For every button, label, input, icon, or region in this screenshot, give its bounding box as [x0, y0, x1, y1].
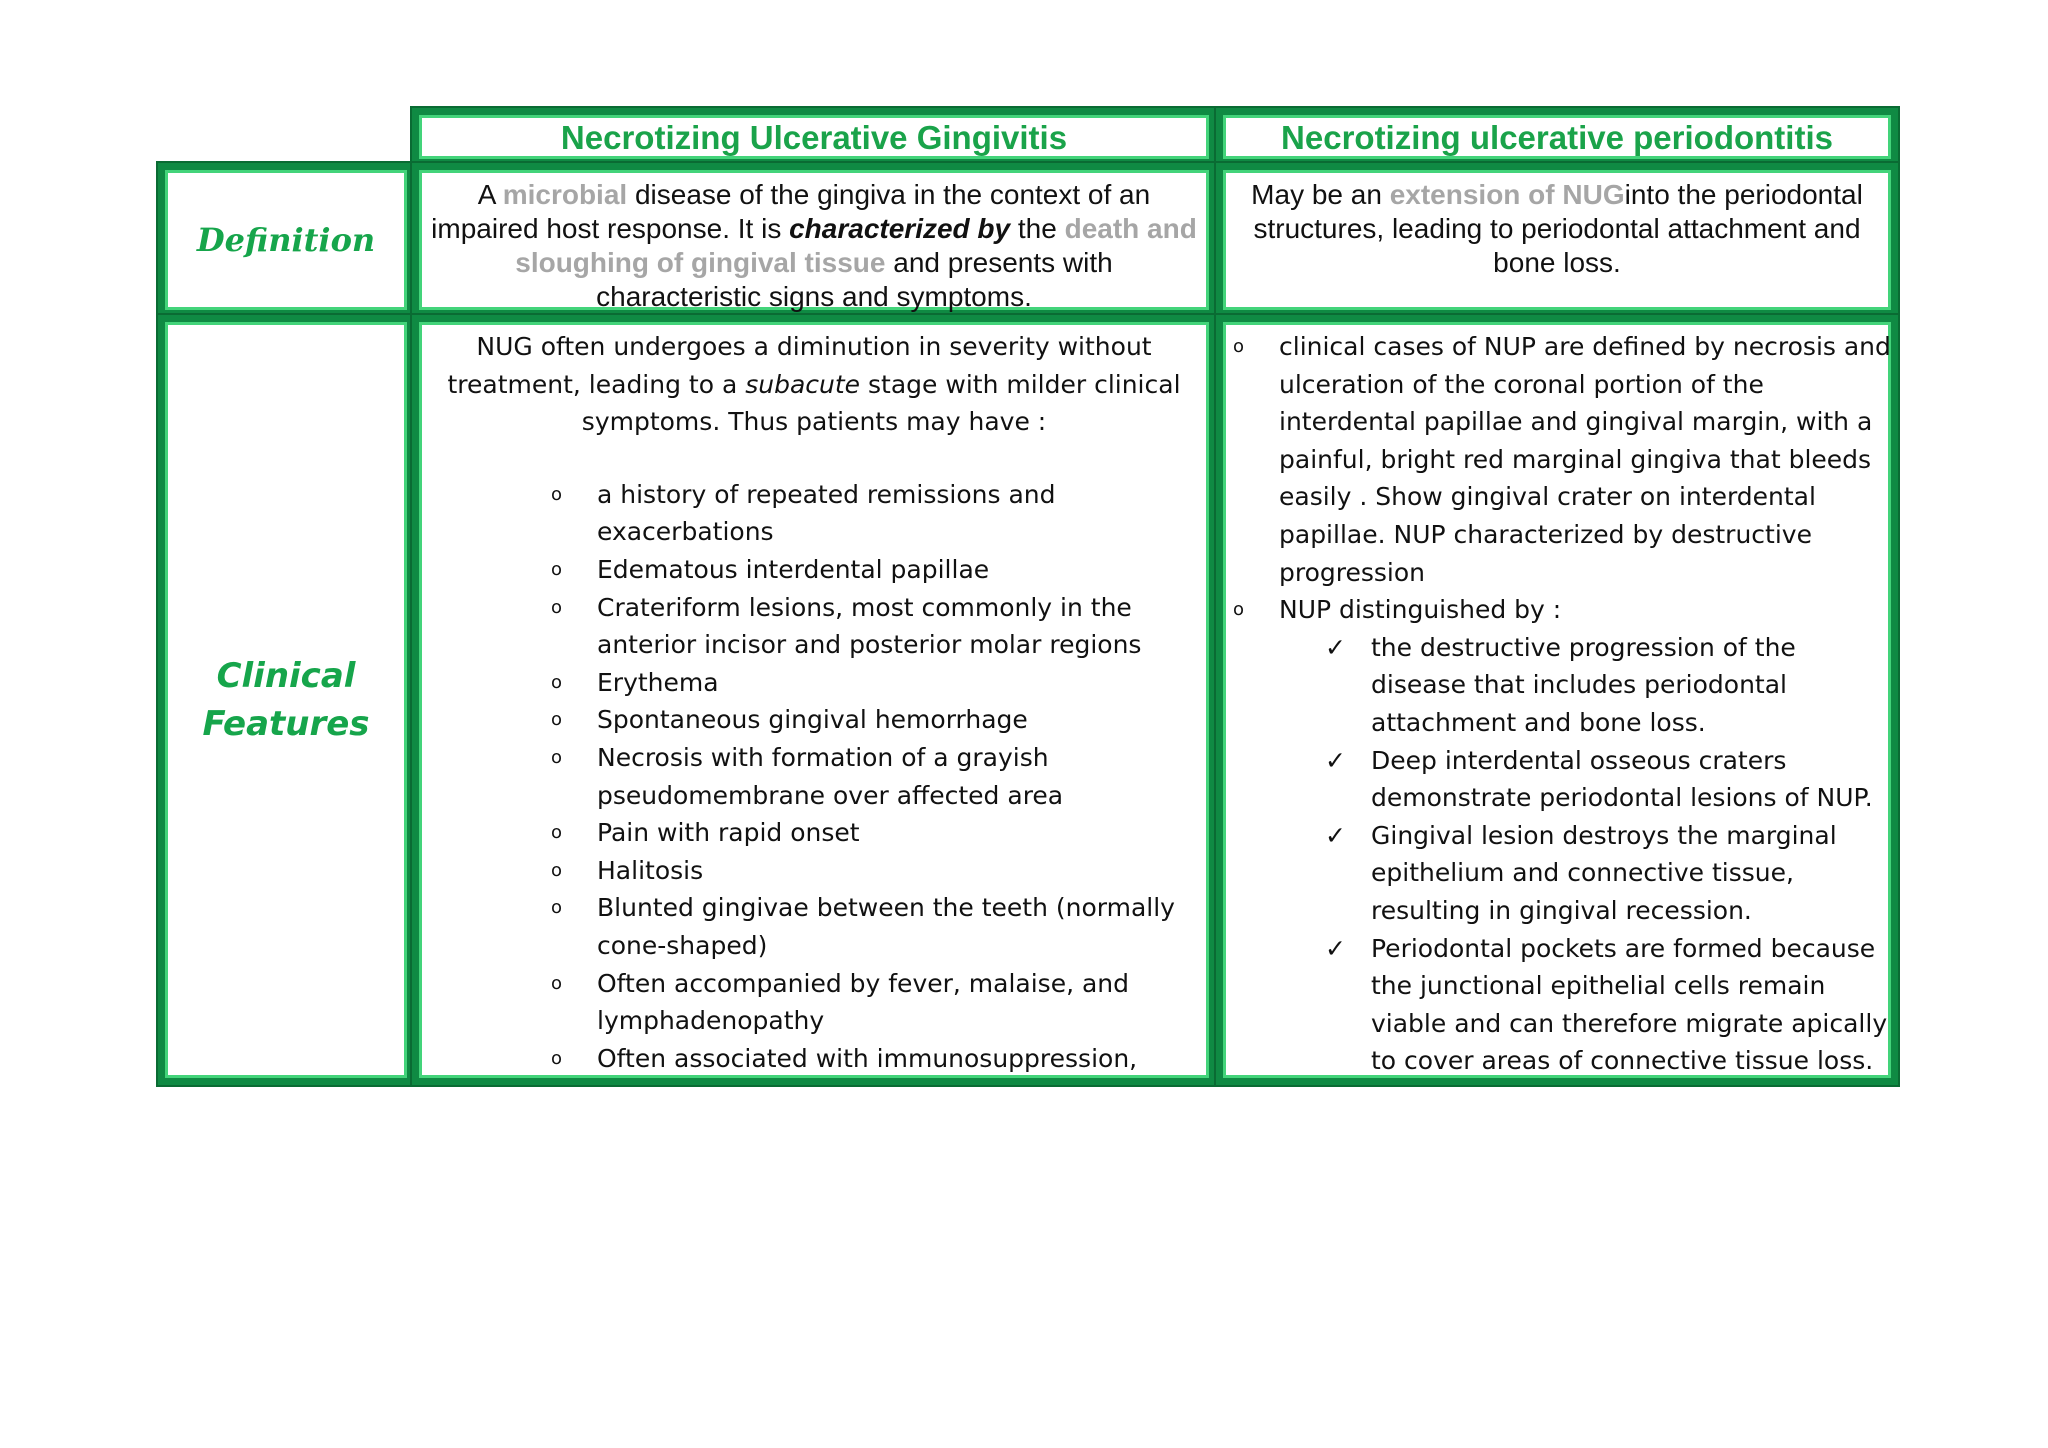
list-item [1325, 742, 1891, 817]
list-item [551, 739, 1209, 814]
nug-def-text: and presents with characteristic signs and symptoms. [596, 247, 1113, 312]
header-nug-text: Necrotizing Ulcerative Gingivitis [560, 118, 1068, 156]
list-item [551, 852, 1209, 890]
nup-distinguishing-list [1223, 629, 1891, 1080]
circle-bullet-icon: o [551, 859, 563, 881]
list-item [551, 589, 1209, 664]
nug-def-microbial: microbial [502, 179, 628, 210]
list-item [551, 1040, 1209, 1078]
checkmark-icon: ✓ [1325, 820, 1346, 850]
nug-def-death: death and sloughing of gingival tissue [515, 213, 1197, 278]
nug-def-characterized: characterized by [789, 213, 1011, 244]
list-item-text: Halitosis [597, 855, 704, 885]
list-item [551, 476, 1209, 551]
list-item-text: Erythema [597, 667, 719, 697]
circle-bullet-icon: o [1233, 336, 1245, 357]
nup-def-text: May be an [1251, 179, 1390, 210]
list-item [551, 814, 1209, 852]
nug-intro-text: NUG often undergoes a diminution in severity without treatment, leading to a [447, 332, 1152, 399]
definition-label: Definition [196, 221, 376, 259]
list-item-text: clinical cases of NUP are defined by necrosis and ulceration of the coronal portion of the interdental papillae and gingival margin, with a painful, bright red marginal gingiva that bleeds easily . Show gingival crater on interdental papillae. NUP characterized by destructive progression [1279, 332, 1891, 587]
nug-def-text: A [477, 179, 503, 210]
nug-definition-cell [412, 163, 1216, 317]
row-label-clinical-features [158, 315, 414, 1085]
list-item [551, 701, 1209, 739]
list-item-text: Deep interdental osseous craters demonstrate periodontal lesions of NUP. [1371, 745, 1873, 813]
list-item-text: a history of repeated remissions and exacerbations [597, 479, 1056, 547]
list-item-text: Edematous interdental papillae [597, 554, 990, 584]
nug-clinical-intro [419, 322, 1209, 441]
circle-bullet-icon: o [551, 483, 563, 505]
clinical-label-line2: Features [202, 704, 370, 744]
checkmark-icon: ✓ [1325, 632, 1346, 662]
nug-intro-subacute: subacute [745, 369, 861, 399]
header-nug [412, 108, 1216, 166]
circle-bullet-icon: o [551, 897, 563, 919]
list-item-text: Periodontal pockets are formed because the junctional epithelial cells remain viable and can therefore migrate apically to cover areas of connective tissue loss. [1371, 933, 1888, 1076]
list-item-text: Blunted gingivae between the teeth (normally cone-shaped) [597, 893, 1175, 960]
list-item [1325, 930, 1891, 1080]
list-item-text: Often associated with immunosuppression, [597, 1043, 1138, 1073]
nug-def-text: the [1010, 213, 1065, 244]
circle-bullet-icon: o [551, 709, 563, 731]
list-item-text: Pain with rapid onset [597, 818, 860, 848]
list-item [1233, 591, 1891, 629]
nug-symptom-list [419, 476, 1209, 1078]
row-label-definition [158, 163, 414, 317]
nug-intro-text: stage with milder clinical symptoms. Thus patients may have : [581, 369, 1181, 437]
circle-bullet-icon: o [551, 972, 563, 994]
list-item-text: Gingival lesion destroys the marginal epithelium and connective tissue, resulting in gingival recession. [1371, 820, 1837, 925]
checkmark-icon: ✓ [1325, 745, 1346, 775]
list-item-text: Crateriform lesions, most commonly in the anterior incisor and posterior molar regions [597, 592, 1142, 660]
list-item [1325, 629, 1891, 742]
nup-def-text: into the periodontal structures, leading to periodontal attachment and bone loss. [1253, 179, 1863, 278]
list-item-text: Often accompanied by fever, malaise, and lymphadenopathy [597, 968, 1130, 1036]
list-item-text: NUP distinguished by : [1279, 595, 1562, 625]
circle-bullet-icon: o [551, 558, 563, 580]
header-nup [1216, 108, 1898, 166]
header-nup-text: Necrotizing ulcerative periodontitis [1281, 118, 1833, 156]
circle-bullet-icon: o [551, 596, 563, 618]
nup-definition-cell [1216, 163, 1898, 317]
nug-clinical-cell [412, 315, 1216, 1085]
circle-bullet-icon: o [551, 671, 563, 693]
list-item [551, 551, 1209, 589]
list-item [551, 889, 1209, 964]
list-item [1233, 328, 1891, 591]
nup-clinical-cell [1216, 315, 1898, 1085]
list-item [551, 664, 1209, 702]
list-item-text: Necrosis with formation of a grayish pseudomembrane over affected area [597, 742, 1064, 810]
nup-feature-list [1223, 328, 1891, 629]
checkmark-icon: ✓ [1325, 933, 1346, 963]
list-item-text: the destructive progression of the disease that includes periodontal attachment and bone loss. [1371, 632, 1796, 737]
list-item [1325, 817, 1891, 930]
circle-bullet-icon: o [551, 822, 563, 844]
clinical-label-line1: Clinical [216, 656, 356, 696]
circle-bullet-icon: o [1233, 599, 1245, 621]
circle-bullet-icon: o [551, 1047, 563, 1069]
nup-def-extension: extension of NUG [1389, 179, 1625, 210]
list-item [551, 965, 1209, 1040]
circle-bullet-icon: o [551, 746, 563, 768]
list-item-text: Spontaneous gingival hemorrhage [597, 705, 1028, 735]
nug-def-text: disease of the gingiva in the context of an impaired host response. It is [431, 179, 1151, 244]
